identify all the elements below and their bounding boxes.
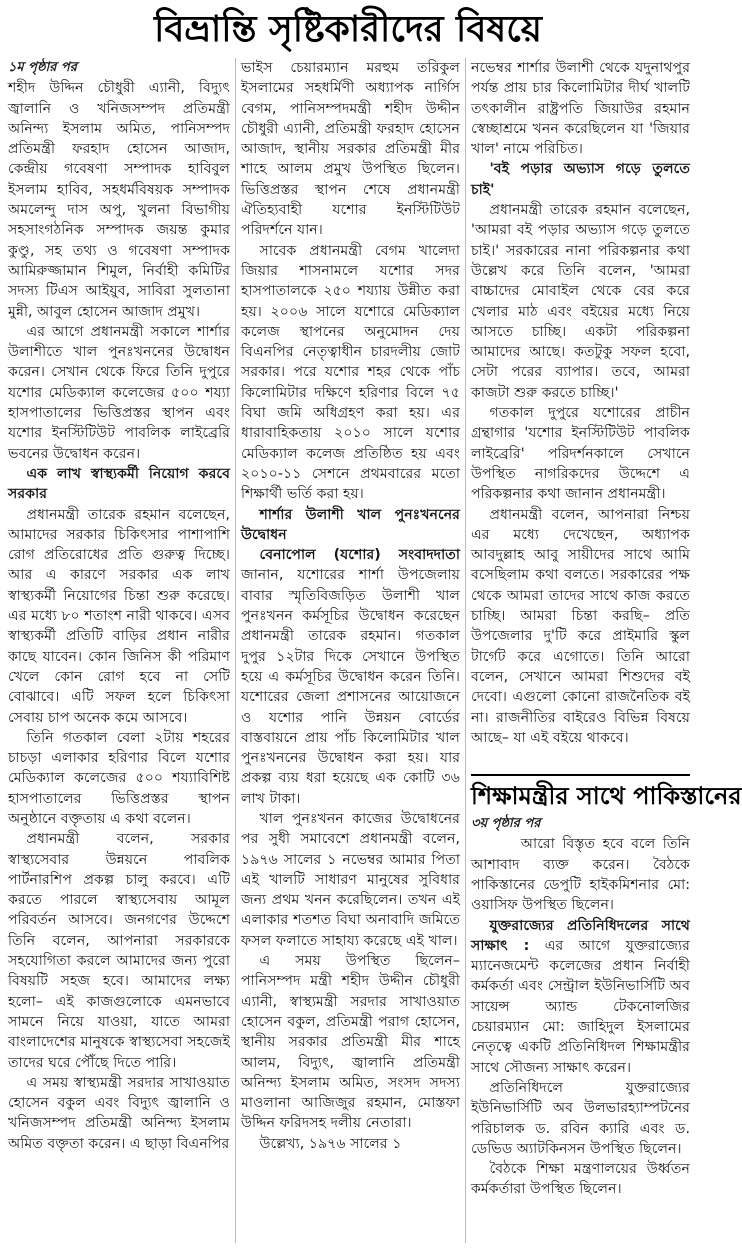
paragraph: তিনি গতকাল বেলা ২টায় শহরের চাচড়া এলাকার হরিণার বিলে যশোর মেডিক্যাল কলেজের ৫০০ শয্যাবিশিষ্ট হাসপাতালের ভিত্তিপ্রস্তর স্থাপন অনুষ্ঠানে বক্তৃতায় এ কথা বলেন। bbox=[8, 729, 230, 827]
subheading-inline: যুক্তরাজ্যের প্রতিনিধিদলের সাথে সাক্ষাৎ : bbox=[471, 917, 690, 954]
column-divider bbox=[465, 58, 466, 1243]
paragraph: প্রধানমন্ত্রী তারেক রহমান বলেছেন, 'আমরা বই পড়ার অভ্যাস গড়ে তুলতে চাই।' সরকারের নানা পরিকল্পনার কথা উল্লেখ করে তিনি বলেন, 'আমরা বাচ্চাদের মোবাইল থেকে বের করে খেলার মাঠ এবং বইয়ের মধ্যে নিয়ে আসতে চাচ্ছি। একটা পরিকল্পনা আমাদের আছে। কতটুকু সফল হবো, সেটা পরের ব্যাপার। তবে, আমরা কাজটা শুরু করতে চাচ্ছি।' bbox=[471, 202, 690, 401]
paragraph: নভেম্বর শার্শার উলাশী থেকে যদুনাথপুর পর্যন্ত প্রায় চার কিলোমিটার দীর্ঘ খালটি তৎকালীন রাষ্ট্রপতি জিয়াউর রহমান স্বেচ্ছাশ্রমে খনন করেছিলেন যা 'জিয়ার খাল' নামে পরিচিত। bbox=[471, 60, 690, 158]
column-1 bbox=[8, 58, 230, 1154]
dateline: বেনাপোল (যশোর) সংবাদদাতা bbox=[259, 547, 460, 564]
paragraph: প্রধানমন্ত্রী বলেন, সরকার স্বাস্থ্যসেবার উন্নয়নে পাবলিক পার্টনারশিপ প্রকল্প চালু করবে। এটি করতে পারলে স্বাস্থ্যসেবায় আমূল পরিবর্তন আসবে। জনগণের উদ্দেশে তিনি বলেন, আপনারা সরকারকে সহযোগিতা করলে আমাদের জন্য পুরো বিষয়টি সহজ হবে। আমাদের লক্ষ্য হলো– এই কাজগুলোকে এমনভাবে সামনে নিয়ে যাওয়া, যাতে আমরা বাংলাদেশের মানুষকে স্বাস্থ্যসেবা সহজেই তাদের ঘরে পৌঁছে দিতে পারি। bbox=[8, 831, 230, 1071]
headline: বিভ্রান্তি সৃষ্টিকারীদের বিষয়ে bbox=[154, 9, 542, 50]
paragraph: আরো বিস্তৃত হবে বলে তিনি আশাবাদ ব্যক্ত করেন। বৈঠকে পাকিস্তানের ডেপুটি হাইকমিশনার মো: ওয়াসিফ উপস্থিত ছিলেন। bbox=[471, 836, 690, 914]
paragraph: এ সময় উপস্থিত ছিলেন– পানিসম্পদ মন্ত্রী শহীদ উদ্দীন চৌধুরী এ্যানী, স্বাস্থ্যমন্ত্রী সরদার সাখাওয়াত হোসেন বকুল, প্রতিমন্ত্রী পরাগ হোসেন, স্থানীয় সরকার প্রতিমন্ত্রী মীর শাহে আলম, বিদ্যুৎ, জ্বালানি প্রতিমন্ত্রী অনিন্দ্য ইসলাম অমিত, সংসদ সদস্য মাওলানা আজিজুর রহমান, মোস্তফা উদ্দিন ফরিদসহ দলীয় নেতারা। bbox=[241, 953, 460, 1132]
paragraph: বৈঠকে শিক্ষা মন্ত্রণালয়ের উর্ধ্বতন কর্মকর্তারা উপস্থিত ছিলেন। bbox=[471, 1161, 690, 1198]
paragraph-text: জানান, যশোরের শার্শা উপজেলায় বাবার স্মৃতিবিজড়িত উলাশী খাল পুনঃখনন কর্মসূচির উদ্বোধন করেছেন প্রধানমন্ত্রী তারেক রহমান। গতকাল দুপুর ১২টার দিকে সেখানে উপস্থিত হয়ে এ কর্মসূচির উদ্বোধন করেন তিনি। যশোরের জেলা প্রশাসনের আয়োজনে ও যশোর পানি উন্নয়ন বোর্ডের বাস্তবায়নে প্রায় পাঁচ কিলোমিটার খাল পুনঃখননের উদ্বোধন করা হয়। যার প্রকল্প ব্যয় ধরা হয়েছে এক কোটি ৩৬ লাখ টাকা। bbox=[241, 567, 460, 807]
paragraph: সাবেক প্রধানমন্ত্রী বেগম খালেদা জিয়ার শাসনামলে যশোর সদর হাসপাতালকে ২৫০ শয্যায় উন্নীত করা হয়। ২০০৬ সালে যশোরে মেডিক্যাল কলেজ স্থাপনের অনুমোদন দেয় বিএনপির নেতৃত্বাধীন চারদলীয় জোট সরকার। পরে যশোর শহর থেকে পাঁচ কিলোমিটার দক্ষিণে হরিণার বিলে ৭৫ বিঘা জমি অধিগ্রহণ করা হয়। এর ধারাবাহিকতায় ২০১০ সালে যশোর মেডিক্যাল কলেজ প্রতিষ্ঠিত হয় এবং ২০১০-১১ সেশনে প্রথমবারের মতো শিক্ষার্থী ভর্তি করা হয়। bbox=[241, 242, 460, 503]
paragraph: এ সময় স্বাস্থ্যমন্ত্রী সরদার সাখাওয়াত হোসেন বকুল এবং বিদ্যুৎ জ্বালানি ও খনিজসম্পদ প্রতিমন্ত্রী অনিন্দ্য ইসলাম অমিত বক্তৃতা করেন। এ ছাড়া বিএনপির bbox=[8, 1074, 230, 1152]
paragraph: প্রতিনিধিদলে যুক্তরাজ্যের ইউনিভার্সিটি অব উলভারহ্যাম্পটনের পরিচালক ড. রবিন ক্যারি এবং ড. ডেভিড অ্যাটকিনসন উপস্থিত ছিলেন। bbox=[471, 1079, 690, 1157]
article2-headline: শিক্ষামন্ত্রীর সাথে পাকিস্তানের bbox=[471, 774, 690, 812]
paragraph: প্রধানমন্ত্রী তারেক রহমান বলেছেন, আমাদের সরকার চিকিৎসার পাশাপাশি রোগ প্রতিরোধের প্রতি গুরুত্ব দিচ্ছে। আর এ কারণে সরকার এক লাখ স্বাস্থ্যকর্মী নিয়োগের চিন্তা শুরু করেছে। এর মধ্যে ৮০ শতাংশ নারী থাকবে। এসব স্বাস্থ্যকর্মী প্রতিটি বাড়ির প্রধান নারীর কাছে যাবেন। কোন জিনিস কী পরিমাণ খেলে কোন রোগ হবে না সেটি বোঝাবে। এটি সফল হলে চিকিৎসা সেবায় চাপ অনেক কমে আসবে। bbox=[8, 506, 230, 726]
paragraph-text: এর আগে যুক্তরাজ্যের ম্যানেজমেন্ট কলেজের প্রধান নির্বাহী কর্মকর্তা এবং সেন্ট্রাল ইউনিভার্সিটি অব সায়েন্স অ্যান্ড টেকনোলজির চেয়ারম্যান মো: জাহিদুল ইসলামের নেতৃত্বে একটি প্রতিনিধিদল শিক্ষামন্ত্রীর সাথে সৌজন্য সাক্ষাৎ করেন। bbox=[471, 937, 690, 1076]
paragraph: প্রধানমন্ত্রী বলেন, আপনারা নিশ্চয় এর মধ্যে দেখেছেন, অধ্যাপক আবদুল্লাহ আবু সায়ীদের সাথে আমি বসেছিলাম কথা বলতে। সরকারের পক্ষ থেকে আমরা তাদের সাথে কাজ করতে চাচ্ছি। আমরা চিন্তা করছি– প্রতি উপজেলার দু'টি করে প্রাইমারি স্কুল টার্গেট করে এগোতে। তিনি আরো বলেন, সেখানে আমরা শিশুদের বই দেবো। এগুলো কোনো রাজনৈতিক বই না। রাজনীতির বাইরেও বিভিন্ন বিষয়ে আছে– যা এই বইয়ে থাকবে। bbox=[471, 506, 690, 746]
paragraph: এর আগে প্রধানমন্ত্রী সকালে শার্শার উলাশীতে খাল পুনঃখননের উদ্বোধন করেন। সেখান থেকে ফিরে তিনি দুপুরে যশোর মেডিক্যাল কলেজের ৫০০ শয্যা হাসপাতালের ভিত্তিপ্রস্তর স্থাপন এবং যশোর ইনস্টিটিউট পাবলিক লাইব্রেরি ভবনের উদ্বোধন করেন। bbox=[8, 323, 230, 462]
paragraph: শহীদ উদ্দিন চৌধুরী এ্যানী, বিদ্যুৎ জ্বালানি ও খনিজসম্পদ প্রতিমন্ত্রী অনিন্দ্য ইসলাম অমিত, পানিসম্পদ প্রতিমন্ত্রী ফরহাদ হোসেন আজাদ, কেন্দ্রীয় গবেষণা সম্পাদক হাবিবুল ইসলাম হাবিব, সহধর্মবিষয়ক সম্পাদক অমলেন্দু দাস অপু, খুলনা বিভাগীয় সহসাংগঠনিক সম্পাদক জয়ন্ত কুমার কুণ্ডু, সহ তথ্য ও গবেষণা সম্পাদক আমিরুজ্জামান শিমুল, নির্বাহী কমিটির সদস্য টিএস আইয়ুব, সাবিরা সুলতানা মুন্নী, আবুল হোসেন আজাদ প্রমুখ। bbox=[8, 80, 230, 320]
paragraph: উল্লেখ্য, ১৯৭৬ সালের ১ bbox=[259, 1135, 402, 1152]
paragraph bbox=[471, 916, 690, 1078]
paragraph: খাল পুনঃখনন কাজের উদ্বোধনের পর সুধী সমাবেশে প্রধানমন্ত্রী বলেন, ১৯৭৬ সালের ১ নভেম্বর আমার পিতা এই খালটি সাধারণ মানুষের সুবিধার জন্য প্রথম খনন করেছিলেন। তখন এই এলাকার শতশত বিঘা অনাবাদি জমিতে ফসল ফলাতে সাহায্য করেছে এই খাল। bbox=[241, 810, 460, 949]
subheading: এক লাখ স্বাস্থ্যকর্মী নিয়োগ করবে সরকার bbox=[8, 465, 230, 503]
continued-from-label: ১ম পৃষ্ঠার পর bbox=[8, 60, 77, 75]
paragraph bbox=[241, 545, 460, 809]
column-3 bbox=[471, 58, 742, 1200]
continued-from-label: ৩য় পৃষ্ঠার পর bbox=[471, 816, 541, 832]
column-divider bbox=[235, 58, 236, 1243]
subheading: 'বই পড়ার অভ্যাস গড়ে তুলতে চাই' bbox=[471, 161, 690, 198]
subheading: শার্শার উলাশী খাল পুনঃখননের উদ্বোধন bbox=[241, 506, 460, 543]
paragraph: গতকাল দুপুরে যশোরের প্রাচীন গ্রন্থাগার 'যশোর ইনস্টিটিউট পাবলিক লাইব্রেরি' পরিদর্শনকালে সেখানে উপস্থিত নাগরিকদের উদ্দেশে এ পরিকল্পনার কথা জানান প্রধানমন্ত্রী। bbox=[471, 405, 690, 503]
column-2 bbox=[241, 58, 460, 1154]
paragraph: ভাইস চেয়ারম্যান মরহুম তরিকুল ইসলামের সহধর্মিণী অধ্যাপক নার্গিস বেগম, পানিসম্পদমন্ত্রী শহীদ উদ্দীন চৌধুরী এ্যানী, প্রতিমন্ত্রী ফরহাদ হোসেন আজাদ, স্থানীয় সরকার প্রতিমন্ত্রী মীর শাহে আলম প্রমুখ উপস্থিত ছিলেন। ভিত্তিপ্রস্তর স্থাপন শেষে প্রধানমন্ত্রী ঐতিহ্যবাহী যশোর ইনস্টিটিউট পরিদর্শনে যান। bbox=[241, 60, 460, 239]
